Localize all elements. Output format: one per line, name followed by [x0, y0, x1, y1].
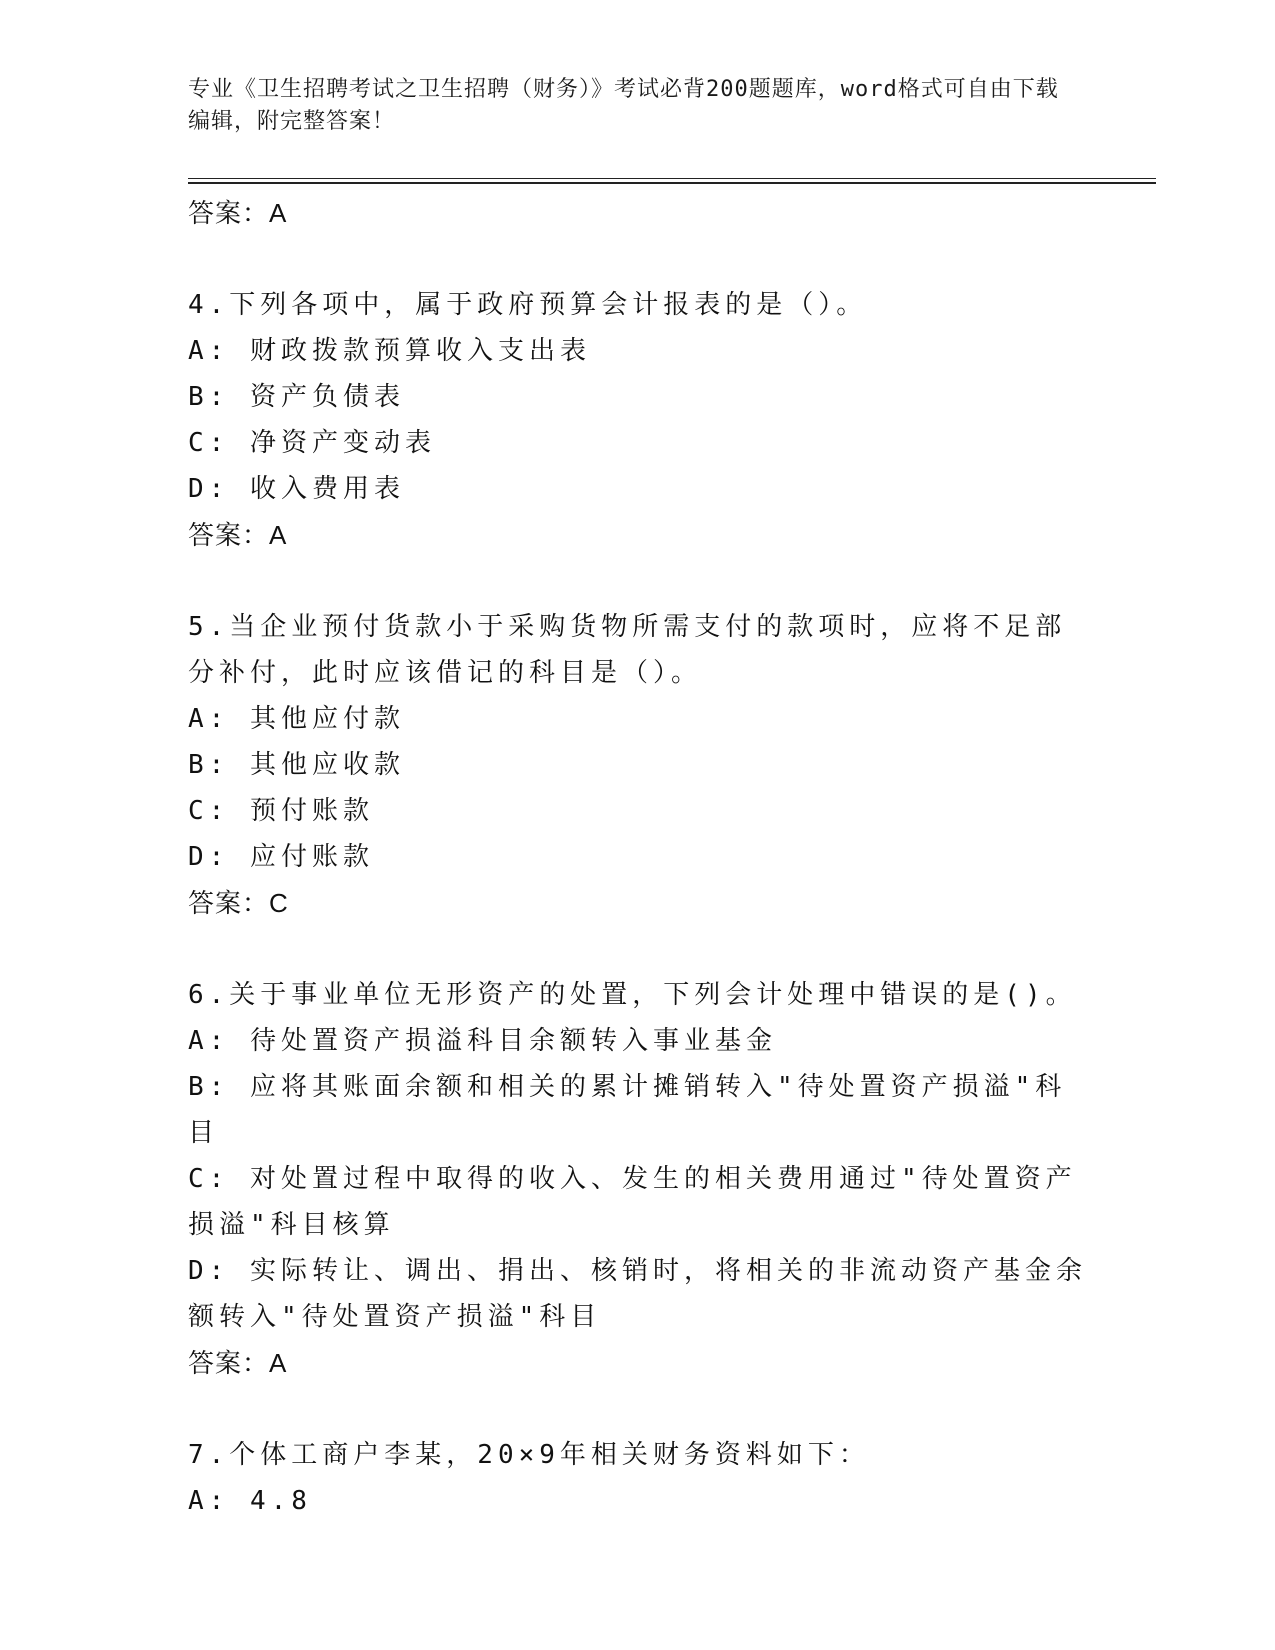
- option-a: A: 其他应付款: [188, 704, 405, 734]
- option-b: B: 资产负债表: [188, 382, 405, 412]
- answer-label: 答案：A: [188, 1348, 288, 1378]
- option-a: A: 财政拨款预算收入支出表: [188, 336, 591, 366]
- question-stem: 6.关于事业单位无形资产的处置，下列会计处理中错误的是()。: [188, 980, 1077, 1010]
- header-divider-thin: [188, 178, 1156, 179]
- question-6: [188, 972, 1088, 1386]
- option-c: C: 预付账款: [188, 796, 374, 826]
- option-c: C: 净资产变动表: [188, 428, 436, 458]
- question-stem: 7.个体工商户李某，20×9年相关财务资料如下：: [188, 1440, 870, 1470]
- option-a: A: 4.8: [188, 1486, 312, 1516]
- option-b: B: 应将其账面余额和相关的累计摊销转入"待处置资产损溢"科目: [188, 1072, 1067, 1148]
- question-list: [188, 190, 1088, 1524]
- option-d: D: 实际转让、调出、捐出、核销时，将相关的非流动资产基金余额转入"待处置资产损溢"科目: [188, 1256, 1087, 1332]
- answer-label: 答案：A: [188, 198, 288, 228]
- option-a: A: 待处置资产损溢科目余额转入事业基金: [188, 1026, 777, 1056]
- option-c: C: 对处置过程中取得的收入、发生的相关费用通过"待处置资产损溢"科目核算: [188, 1164, 1077, 1240]
- question-4: [188, 282, 1088, 558]
- answer-label: 答案：A: [188, 520, 288, 550]
- question-5: [188, 604, 1088, 926]
- question-7: [188, 1432, 1088, 1524]
- question-stem: 4.下列各项中，属于政府预算会计报表的是（）。: [188, 290, 868, 320]
- answer-label: 答案：C: [188, 888, 289, 918]
- option-d: D: 收入费用表: [188, 474, 405, 504]
- document-header: 专业《卫生招聘考试之卫生招聘（财务）》考试必背200题题库，word格式可自由下载编辑，附完整答案！: [188, 77, 1059, 134]
- header-divider-thick: [188, 182, 1156, 184]
- question-stem: 5.当企业预付货款小于采购货物所需支付的款项时，应将不足部分补付，此时应该借记的科目是（）。: [188, 612, 1067, 688]
- option-b: B: 其他应收款: [188, 750, 405, 780]
- option-d: D: 应付账款: [188, 842, 374, 872]
